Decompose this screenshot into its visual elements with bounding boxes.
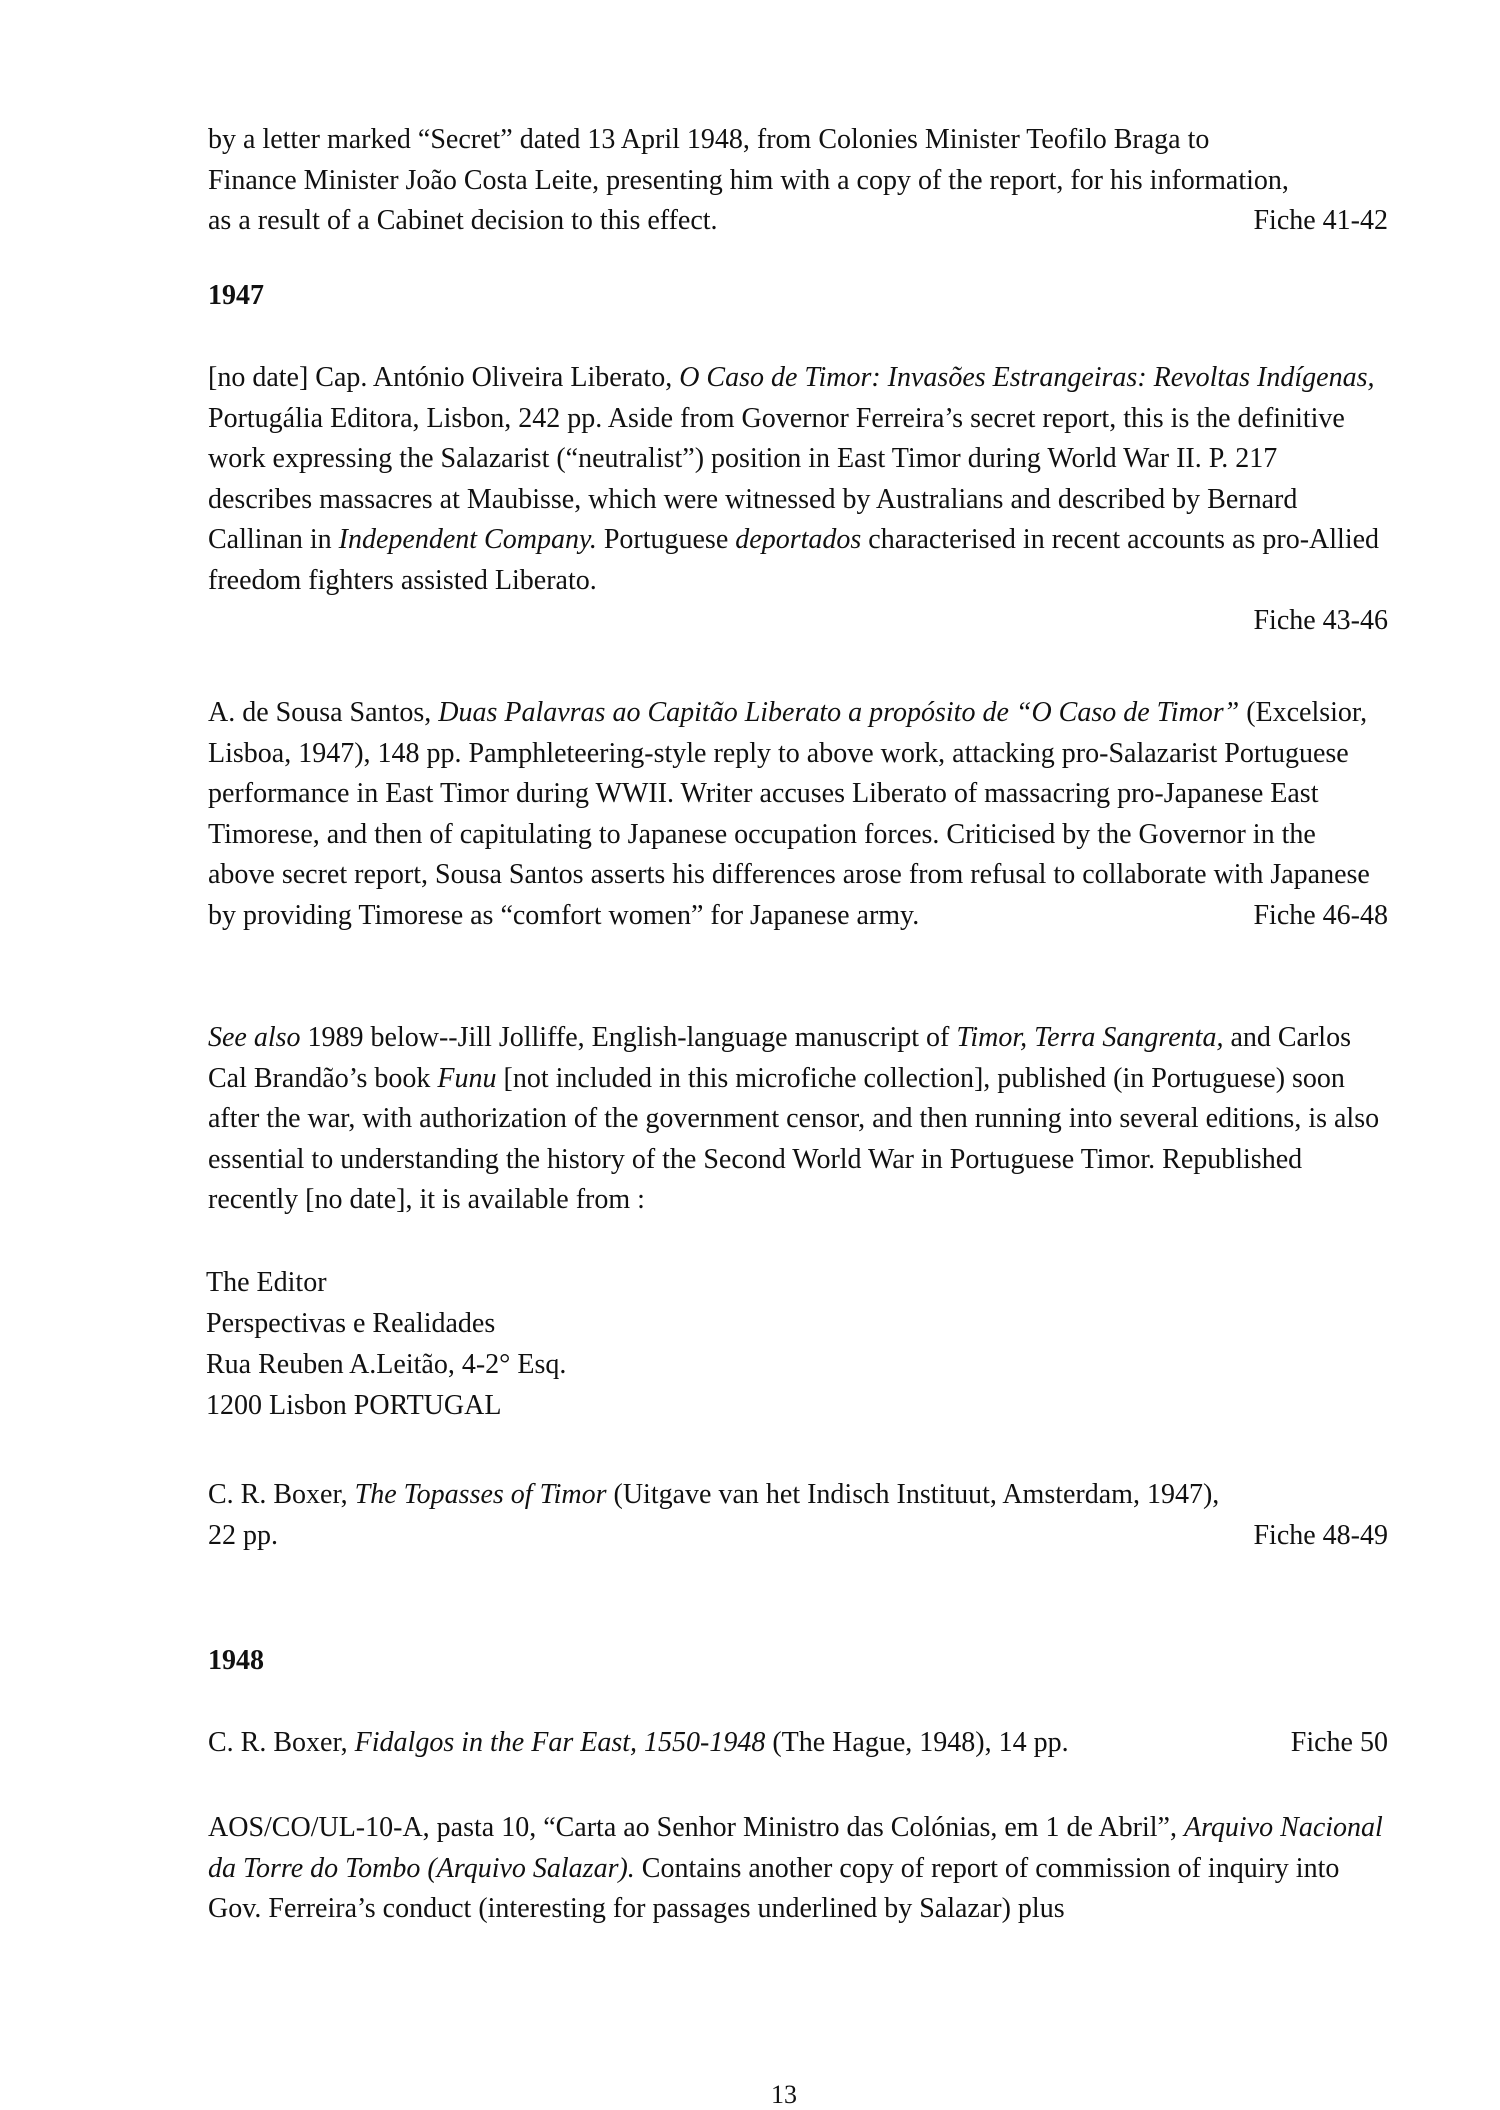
address-block xyxy=(206,1262,566,1426)
entry-sousa-santos xyxy=(208,693,1388,936)
entry-boxer-fidalgos xyxy=(208,1723,1388,1764)
archive-title: Arquivo Nacional da Torre do Tombo (Arquivo Salazar). xyxy=(208,1812,1383,1884)
year-heading-1948: 1948 xyxy=(208,1645,264,1676)
book-title: Funu xyxy=(437,1062,497,1094)
page-number: 13 xyxy=(771,2080,797,2109)
entry-see-also xyxy=(208,1018,1388,1221)
entry-text: [no date] Cap. António Oliveira Liberato, O Caso de Timor: Invasões Estrangeiras: Revoltas Indígenas, Portugália Editora, Lisbon, 242 pp. Aside from Governor Ferreira’s secret report, this is the definitive work expressing the Salazarist (“neutralist”) position in East Timor during World War II. P. 217 describes massacres at Maubisse, which were witnessed by Australians and described by Bernard Callinan in Independent Company. Portuguese deportados characterised in recent accounts as pro-Allied freedom fighters assisted Liberato. xyxy=(208,362,1380,596)
entry-text: C. R. Boxer, Fidalgos in the Far East, 1550-1948 (The Hague, 1948), 14 pp. Fiche 50 xyxy=(208,1723,1388,1764)
top-entry-line: Finance Minister João Costa Leite, presenting him with a copy of the report, for his information, xyxy=(208,164,1289,196)
fiche-reference: Fiche 46-48 xyxy=(1253,899,1388,931)
top-entry-line xyxy=(208,201,1388,242)
fiche-reference: Fiche 50 xyxy=(1290,1727,1388,1758)
entry-text: AOS/CO/UL-10-A, pasta 10, “Carta ao Senhor Ministro das Colónias, em 1 de Abril”, Arquivo Nacional da Torre do Tombo (Arquivo Salazar). Contains another copy of report of commission of inquiry into Gov. Ferreira’s conduct (interesting for passages underlined by Salazar) plus xyxy=(208,1812,1383,1924)
fiche-reference: Fiche 48-49 xyxy=(1253,1519,1388,1551)
book-title: Independent Company. xyxy=(338,524,597,555)
fiche-reference: Fiche 41-42 xyxy=(1253,205,1388,236)
address-line: Rua Reuben A.Leitão, 4-2° Esq. xyxy=(206,1349,567,1380)
entry-text: C. R. Boxer, The Topasses of Timor (Uitgave van het Indisch Instituut, Amsterdam, 1947), xyxy=(208,1479,1220,1510)
entry-boxer-topasses xyxy=(208,1475,1388,1556)
entry-text: See also 1989 below--Jill Jolliffe, English-language manuscript of Timor, Terra Sangrenta, and Carlos Cal Brandão’s book Funu [not included in this microfiche collection], published (in Portuguese) soon after the war, with authorization of the government censor, and then running into several editions, is also essential to understanding the history of the Second World War in Portuguese Timor. Republished recently [no date], it is available from : xyxy=(208,1022,1380,1215)
fiche-reference: Fiche 43-46 xyxy=(1253,605,1388,636)
entry-aos xyxy=(208,1808,1388,1930)
entry-text: A. de Sousa Santos, Duas Palavras ao Capitão Liberato a propósito de “O Caso de Timor” (Excelsior, Lisboa, 1947), 148 pp. Pamphleteering-style reply to above work, attacking pro-Salazarist Portuguese performance in East Timor during WWII. Writer accuses Liberato of massacring pro-Japanese East Timorese, and then of capitulating to Japanese occupation forces. Criticised by the Governor in the above secret report, Sousa Santos asserts his differences arose from refusal to collaborate with Japanese by providing Timorese as “comfort women” for Japanese army. Fiche 46-48 xyxy=(208,693,1388,936)
book-title: Timor, Terra Sangrenta, xyxy=(956,1022,1224,1053)
address-line: Perspectivas e Realidades xyxy=(206,1308,496,1339)
term: deportados xyxy=(735,524,862,555)
entry-text: 22 pp. Fiche 48-49 xyxy=(208,1516,1388,1557)
book-title: Duas Palavras ao Capitão Liberato a propósito de “O Caso de Timor” xyxy=(438,697,1240,728)
top-entry-line: by a letter marked “Secret” dated 13 April 1948, from Colonies Minister Teofilo Braga to xyxy=(208,124,1210,155)
address-line: The Editor xyxy=(206,1267,327,1298)
book-title: Fidalgos in the Far East, 1550-1948 xyxy=(354,1727,766,1758)
book-title: The Topasses of Timor xyxy=(354,1479,607,1510)
top-entry xyxy=(208,120,1388,242)
book-title: O Caso de Timor: Invasões Estrangeiras: Revoltas Indígenas, xyxy=(679,362,1375,393)
year-heading-1947: 1947 xyxy=(208,280,264,311)
entry-liberato xyxy=(208,358,1388,642)
see-also-lead: See also xyxy=(208,1022,301,1053)
address-line: 1200 Lisbon PORTUGAL xyxy=(206,1390,502,1421)
top-entry-text: as a result of a Cabinet decision to this effect. xyxy=(208,205,718,236)
